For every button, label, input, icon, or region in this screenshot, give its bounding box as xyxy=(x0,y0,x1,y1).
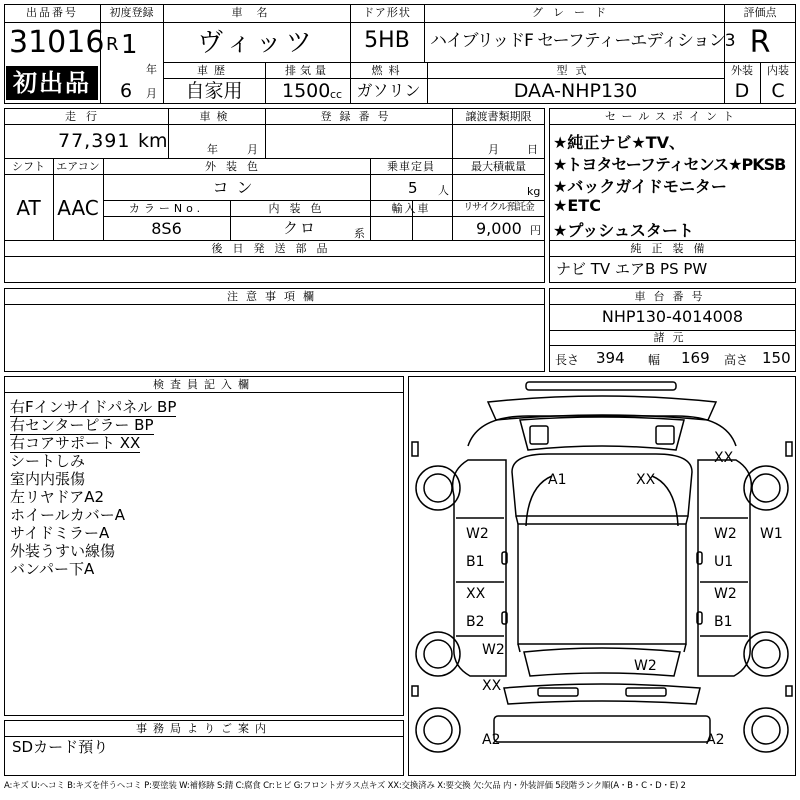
mileage: 77,391 xyxy=(58,130,131,152)
damage-mark: W2 xyxy=(482,642,505,658)
import-label: 輸入車 xyxy=(391,202,431,215)
damage-mark: W2 xyxy=(714,526,737,542)
damage-mark: XX xyxy=(482,678,502,694)
chassis-number: NHP130-4014008 xyxy=(601,307,744,326)
length: 394 xyxy=(596,349,625,367)
inspection-year-unit: 年 xyxy=(207,143,218,156)
inspection-label: 車検 xyxy=(199,110,234,123)
sales-point: ★ETC xyxy=(553,196,601,215)
inspector-line: 右センターピラー BP xyxy=(10,416,154,434)
recycle-label: リサイクル預託金 xyxy=(463,202,534,213)
capacity-label: 乗車定員 xyxy=(387,160,435,173)
length-label: 長さ xyxy=(555,353,580,367)
int-color-unit: 系 xyxy=(354,227,365,240)
shift: AT xyxy=(16,196,41,220)
inspector-notes xyxy=(10,396,176,576)
shift-label: シフト xyxy=(12,160,45,173)
max-load-label: 最大積載量 xyxy=(471,160,526,173)
model: DAA-NHP130 xyxy=(513,80,638,102)
ac-label: エアコン xyxy=(56,160,100,173)
mileage-label: 走行 xyxy=(65,110,107,123)
notes-label: 注意事項欄 xyxy=(227,290,322,303)
fuel-label: 燃料 xyxy=(371,64,406,77)
score-label: 評価点 xyxy=(743,6,777,19)
interior-grade: C xyxy=(771,80,785,102)
car-diagram xyxy=(408,376,796,776)
first-listing-badge: 初出品 xyxy=(6,66,98,100)
transfer-day-unit: 日 xyxy=(527,143,538,156)
ext-color: コン xyxy=(212,178,261,197)
first-reg-year: 1 xyxy=(121,30,138,60)
inspector-line: サイドミラーA xyxy=(10,524,110,542)
color-no-label: カラーNo. xyxy=(128,202,205,215)
damage-mark: W2 xyxy=(634,658,657,674)
door-label: ドア形状 xyxy=(363,6,411,19)
damage-mark: B2 xyxy=(466,614,485,630)
later-parts-label: 後日発送部品 xyxy=(211,242,338,255)
damage-legend: A:キズ U:ヘコミ B:キズを伴うヘコミ P:要塗装 W:補修跡 S:錆 C:腐食 Cr:ヒビ G:フロントガラス点キズ XX:交換済み X:要交換 欠:欠品 内・外装評価 5段階ランク順(A・B・C・D・E) 2 xyxy=(4,781,686,791)
car-name: ヴィッツ xyxy=(197,28,316,58)
ext-color-label: 外装色 xyxy=(205,160,268,173)
capacity: 5 xyxy=(408,179,418,197)
lot-number-label: 出品番号 xyxy=(26,6,78,19)
history: 自家用 xyxy=(185,80,243,102)
inspector-label: 検査員記入欄 xyxy=(153,378,255,391)
inspector-line: バンパー下A xyxy=(10,560,95,578)
era: R xyxy=(106,34,119,55)
sales-point: ★トヨタセーフティセンス★PKSB xyxy=(553,155,786,174)
damage-mark: B1 xyxy=(714,614,733,630)
year-unit: 年 xyxy=(146,63,157,76)
damage-mark: XX xyxy=(466,586,486,602)
sales-point: ★純正ナビ★TV、 xyxy=(553,133,685,152)
damage-mark: W1 xyxy=(760,526,783,542)
grade: ハイブリッドF セーフティーエディション3 xyxy=(430,31,735,51)
chassis-label: 車台番号 xyxy=(634,290,711,303)
displacement-label: 排気量 xyxy=(285,64,330,77)
transfer-month-unit: 月 xyxy=(488,143,499,156)
width: 169 xyxy=(681,349,710,367)
inspector-line: 室内内張傷 xyxy=(10,470,86,488)
door-type: 5HB xyxy=(364,28,410,53)
damage-mark: XX xyxy=(714,450,734,466)
sales-points-label: セールスポイント xyxy=(604,110,740,123)
color-no: 8S6 xyxy=(151,219,182,238)
first-reg-month: 6 xyxy=(120,80,133,102)
transfer-deadline-label: 譲渡書類期限 xyxy=(465,110,532,123)
inspection-month-unit: 月 xyxy=(247,143,258,156)
fuel: ガソリン xyxy=(356,81,421,100)
exterior-label: 外装 xyxy=(731,64,753,77)
lot-number: 31016 xyxy=(9,25,105,60)
exterior-grade: D xyxy=(734,80,750,102)
month-unit: 月 xyxy=(146,87,157,100)
inspector-line: 右Fインサイドパネル BP xyxy=(10,398,177,416)
office-label: 事務局よりご案内 xyxy=(136,722,272,735)
height-label: 高さ xyxy=(724,353,749,367)
damage-mark: A1 xyxy=(548,472,567,488)
displacement: 1500 xyxy=(282,80,331,102)
score: R xyxy=(749,25,771,60)
first-reg-label: 初度登録 xyxy=(109,6,154,19)
damage-mark: W2 xyxy=(714,586,737,602)
history-label: 車歴 xyxy=(197,64,231,77)
damage-mark: B1 xyxy=(466,554,485,570)
capacity-unit: 人 xyxy=(438,184,449,197)
mileage-unit: km xyxy=(138,130,168,152)
factory-equipment-label: 純正装備 xyxy=(630,242,715,255)
height: 150 xyxy=(762,349,791,367)
inspector-line: 外装うすい線傷 xyxy=(10,542,116,560)
inspector-line: 右コアサポート XX xyxy=(10,434,141,452)
ac: AAC xyxy=(57,196,99,220)
sales-point: ★プッシュスタート xyxy=(553,221,694,240)
sales-point: ★バックガイドモニター xyxy=(553,177,727,196)
damage-mark: A2 xyxy=(482,732,501,748)
damage-mark: U1 xyxy=(714,554,734,570)
max-load-unit: kg xyxy=(527,185,541,198)
registration-label: 登録番号 xyxy=(320,110,397,123)
inspector-line: ホイールカバーA xyxy=(10,506,125,524)
model-label: 型式 xyxy=(556,64,595,77)
dimensions-label: 諸元 xyxy=(653,331,692,344)
inspector-line: シートしみ xyxy=(10,452,86,470)
office-note: SDカード預り xyxy=(12,738,109,756)
inspector-line: 左リヤドアA2 xyxy=(10,488,105,506)
sales-points-list xyxy=(553,130,796,240)
damage-mark: A2 xyxy=(706,732,725,748)
car-name-label: 車名 xyxy=(231,6,282,19)
displacement-unit: cc xyxy=(330,88,343,101)
grade-label: グレード xyxy=(532,6,616,19)
width-label: 幅 xyxy=(648,353,661,367)
interior-label: 内装 xyxy=(767,64,789,77)
damage-mark: W2 xyxy=(466,526,489,542)
recycle-fee: 9,000 xyxy=(476,219,522,238)
damage-mark: XX xyxy=(636,472,656,488)
recycle-unit: 円 xyxy=(530,224,541,237)
factory-equipment: ナビ TV エアB PS PW xyxy=(556,260,708,278)
int-color: クロ xyxy=(282,219,317,237)
int-color-label: 内装色 xyxy=(268,202,332,215)
